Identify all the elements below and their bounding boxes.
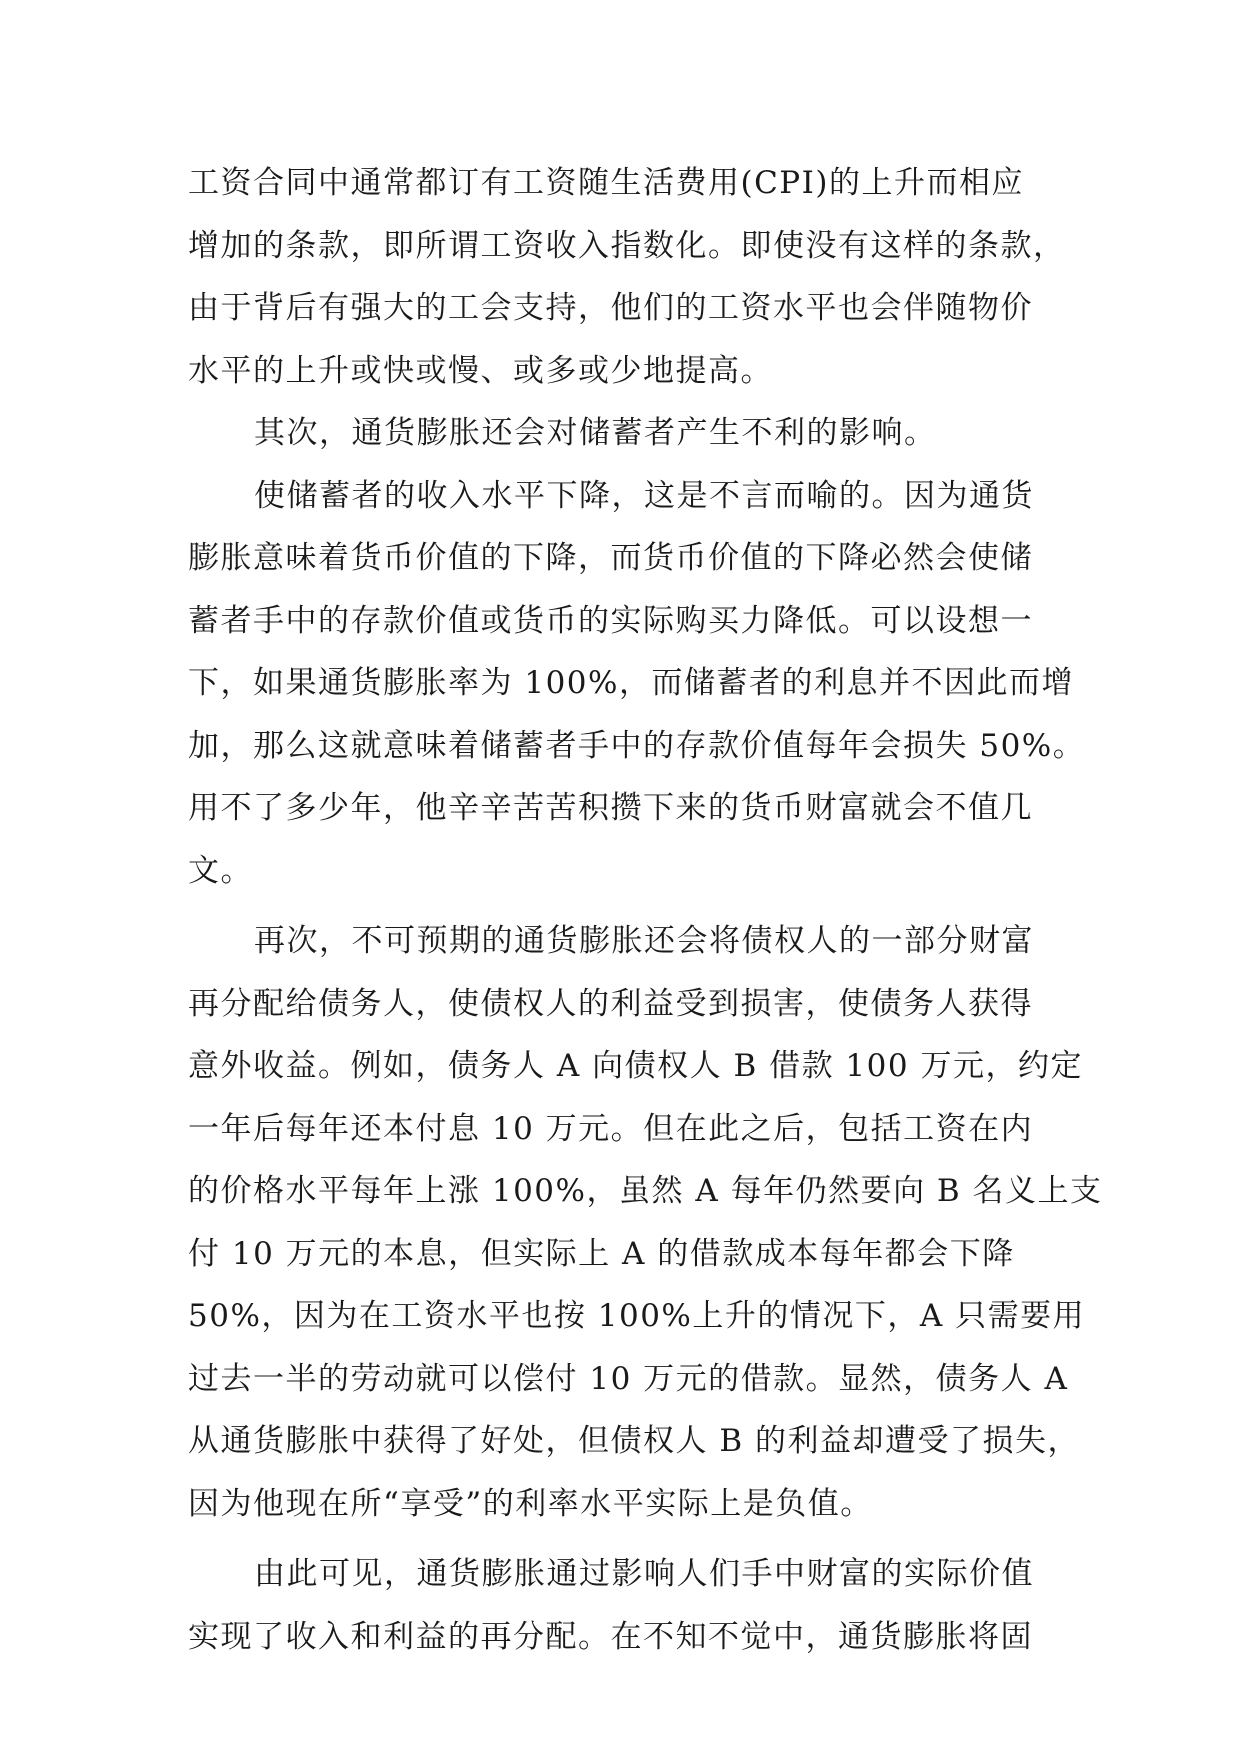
text-line: 因为他现在所“享受”的利率水平实际上是负值。 — [188, 1485, 873, 1522]
text-line: 由此可见，通货膨胀通过影响人们手中财富的实际价值 — [254, 1556, 1034, 1592]
text-line: 使储蓄者的收入水平下降，这是不言而喻的。因为通货 — [254, 477, 1034, 514]
text-line: 水平的上升或快或慢、或多或少地提高。 — [188, 352, 773, 389]
text-line: 的价格水平每年上涨 100%，虽然 A 每年仍然要向 B 名义上支 — [188, 1173, 1103, 1209]
text-line: 过去一半的劳动就可以偿付 10 万元的借款。显然，债务人 A — [188, 1360, 1069, 1397]
text-line: 由于背后有强大的工会支持，他们的工资水平也会伴随物价 — [188, 290, 1033, 326]
text-line: 再次，不可预期的通货膨胀还会将债权人的一部分财富 — [254, 923, 1034, 959]
text-line: 意外收益。例如，债务人 A 向债权人 B 借款 100 万元，约定 — [188, 1048, 1083, 1084]
text-line: 再分配给债务人，使债权人的利益受到损害，使债务人获得 — [188, 985, 1033, 1022]
text-line: 增加的条款，即所谓工资收入指数化。即使没有这样的条款， — [188, 227, 1066, 264]
paragraph-2 — [188, 402, 1058, 465]
paragraph-1 — [188, 152, 1066, 402]
text-line: 用不了多少年，他辛辛苦苦积攒下来的货币财富就会不值几 — [188, 790, 1033, 826]
text-line: 加，那么这就意味着储蓄者手中的存款价值每年会损失 50%。 — [188, 727, 1086, 764]
text-line: 文。 — [188, 852, 253, 889]
paragraph-4 — [188, 910, 1103, 1535]
text-line: 蓄者手中的存款价值或货币的实际购买力降低。可以设想一 — [188, 602, 1033, 639]
body-text — [188, 152, 1103, 1668]
text-line: 实现了收入和利益的再分配。在不知不觉中，通货膨胀将固 — [188, 1618, 1033, 1655]
text-line: 付 10 万元的本息，但实际上 A 的借款成本每年都会下降 — [188, 1235, 1015, 1272]
paragraph-5 — [188, 1543, 1058, 1668]
text-line: 50%，因为在工资水平也按 100%上升的情况下，A 只需要用 — [188, 1298, 1086, 1334]
text-line: 一年后每年还本付息 10 万元。但在此之后，包括工资在内 — [188, 1110, 1034, 1147]
text-line: 工资合同中通常都订有工资随生活费用(CPI)的上升而相应 — [188, 165, 1025, 201]
text-line: 其次，通货膨胀还会对储蓄者产生不利的影响。 — [254, 415, 937, 451]
paragraph-3 — [188, 465, 1086, 903]
text-line: 膨胀意味着货币价值的下降，而货币价值的下降必然会使储 — [188, 540, 1033, 576]
text-line: 下，如果通货膨胀率为 100%，而储蓄者的利息并不因此而增 — [188, 665, 1074, 701]
text-line: 从通货膨胀中获得了好处，但债权人 B 的利益却遭受了损失， — [188, 1423, 1080, 1459]
